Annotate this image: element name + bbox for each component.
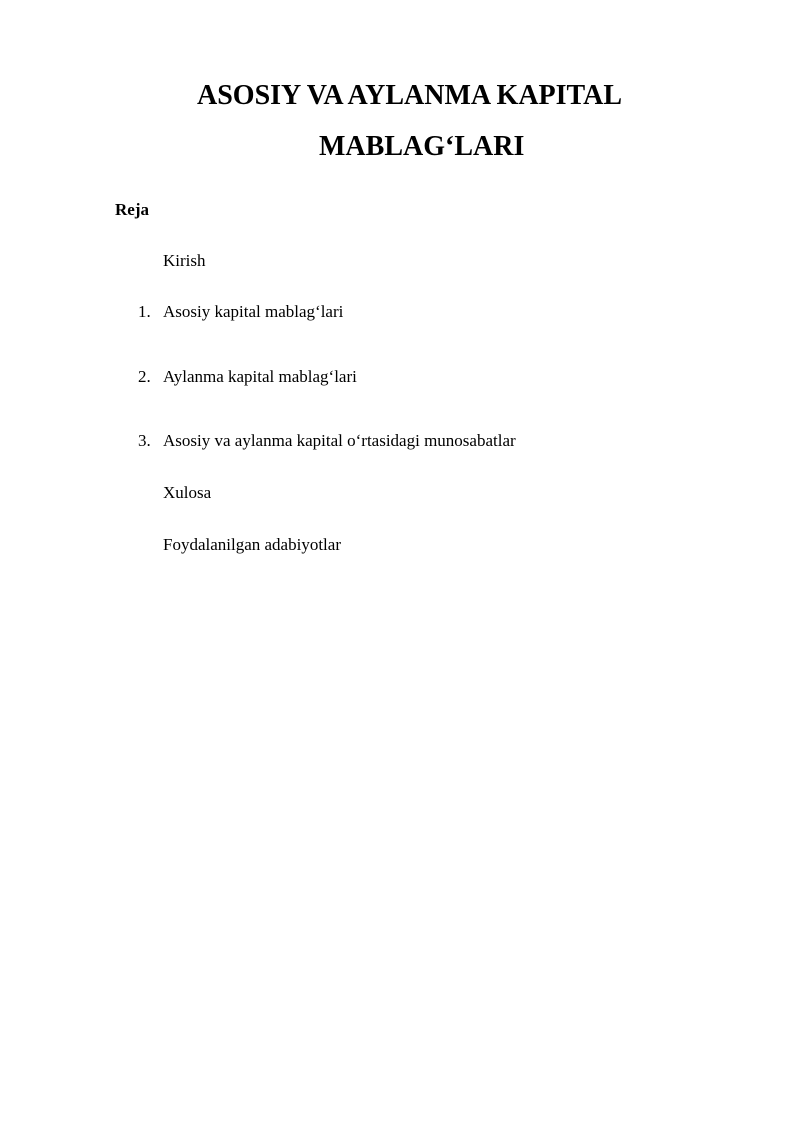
title-line-1: ASOSIY VA AYLANMA KAPITAL [197,80,623,111]
plan-item-3-text: Asosiy va aylanma kapital o‘rtasidagi munosabatlar [163,431,516,450]
plan-item-references [163,536,341,553]
plan-item-3-number: 3. [138,431,151,450]
plan-item-intro [163,252,206,269]
plan-item-conclusion [163,484,211,501]
plan-item-1 [138,302,344,321]
plan-item-1-number: 1. [138,302,151,321]
plan-item-2-text: Aylanma kapital mablag‘lari [163,367,357,386]
plan-item-2-number: 2. [138,367,151,386]
plan-item-references-text: Foydalanilgan adabiyotlar [163,535,341,554]
plan-item-intro-text: Kirish [163,251,206,270]
plan-item-1-text: Asosiy kapital mablag‘lari [163,302,344,321]
plan-item-conclusion-text: Xulosa [163,483,212,502]
plan-item-3 [138,431,516,450]
plan-item-2 [138,367,357,386]
title-line-2: MABLAG‘LARI [319,131,525,162]
plan-heading: Reja [115,200,149,219]
